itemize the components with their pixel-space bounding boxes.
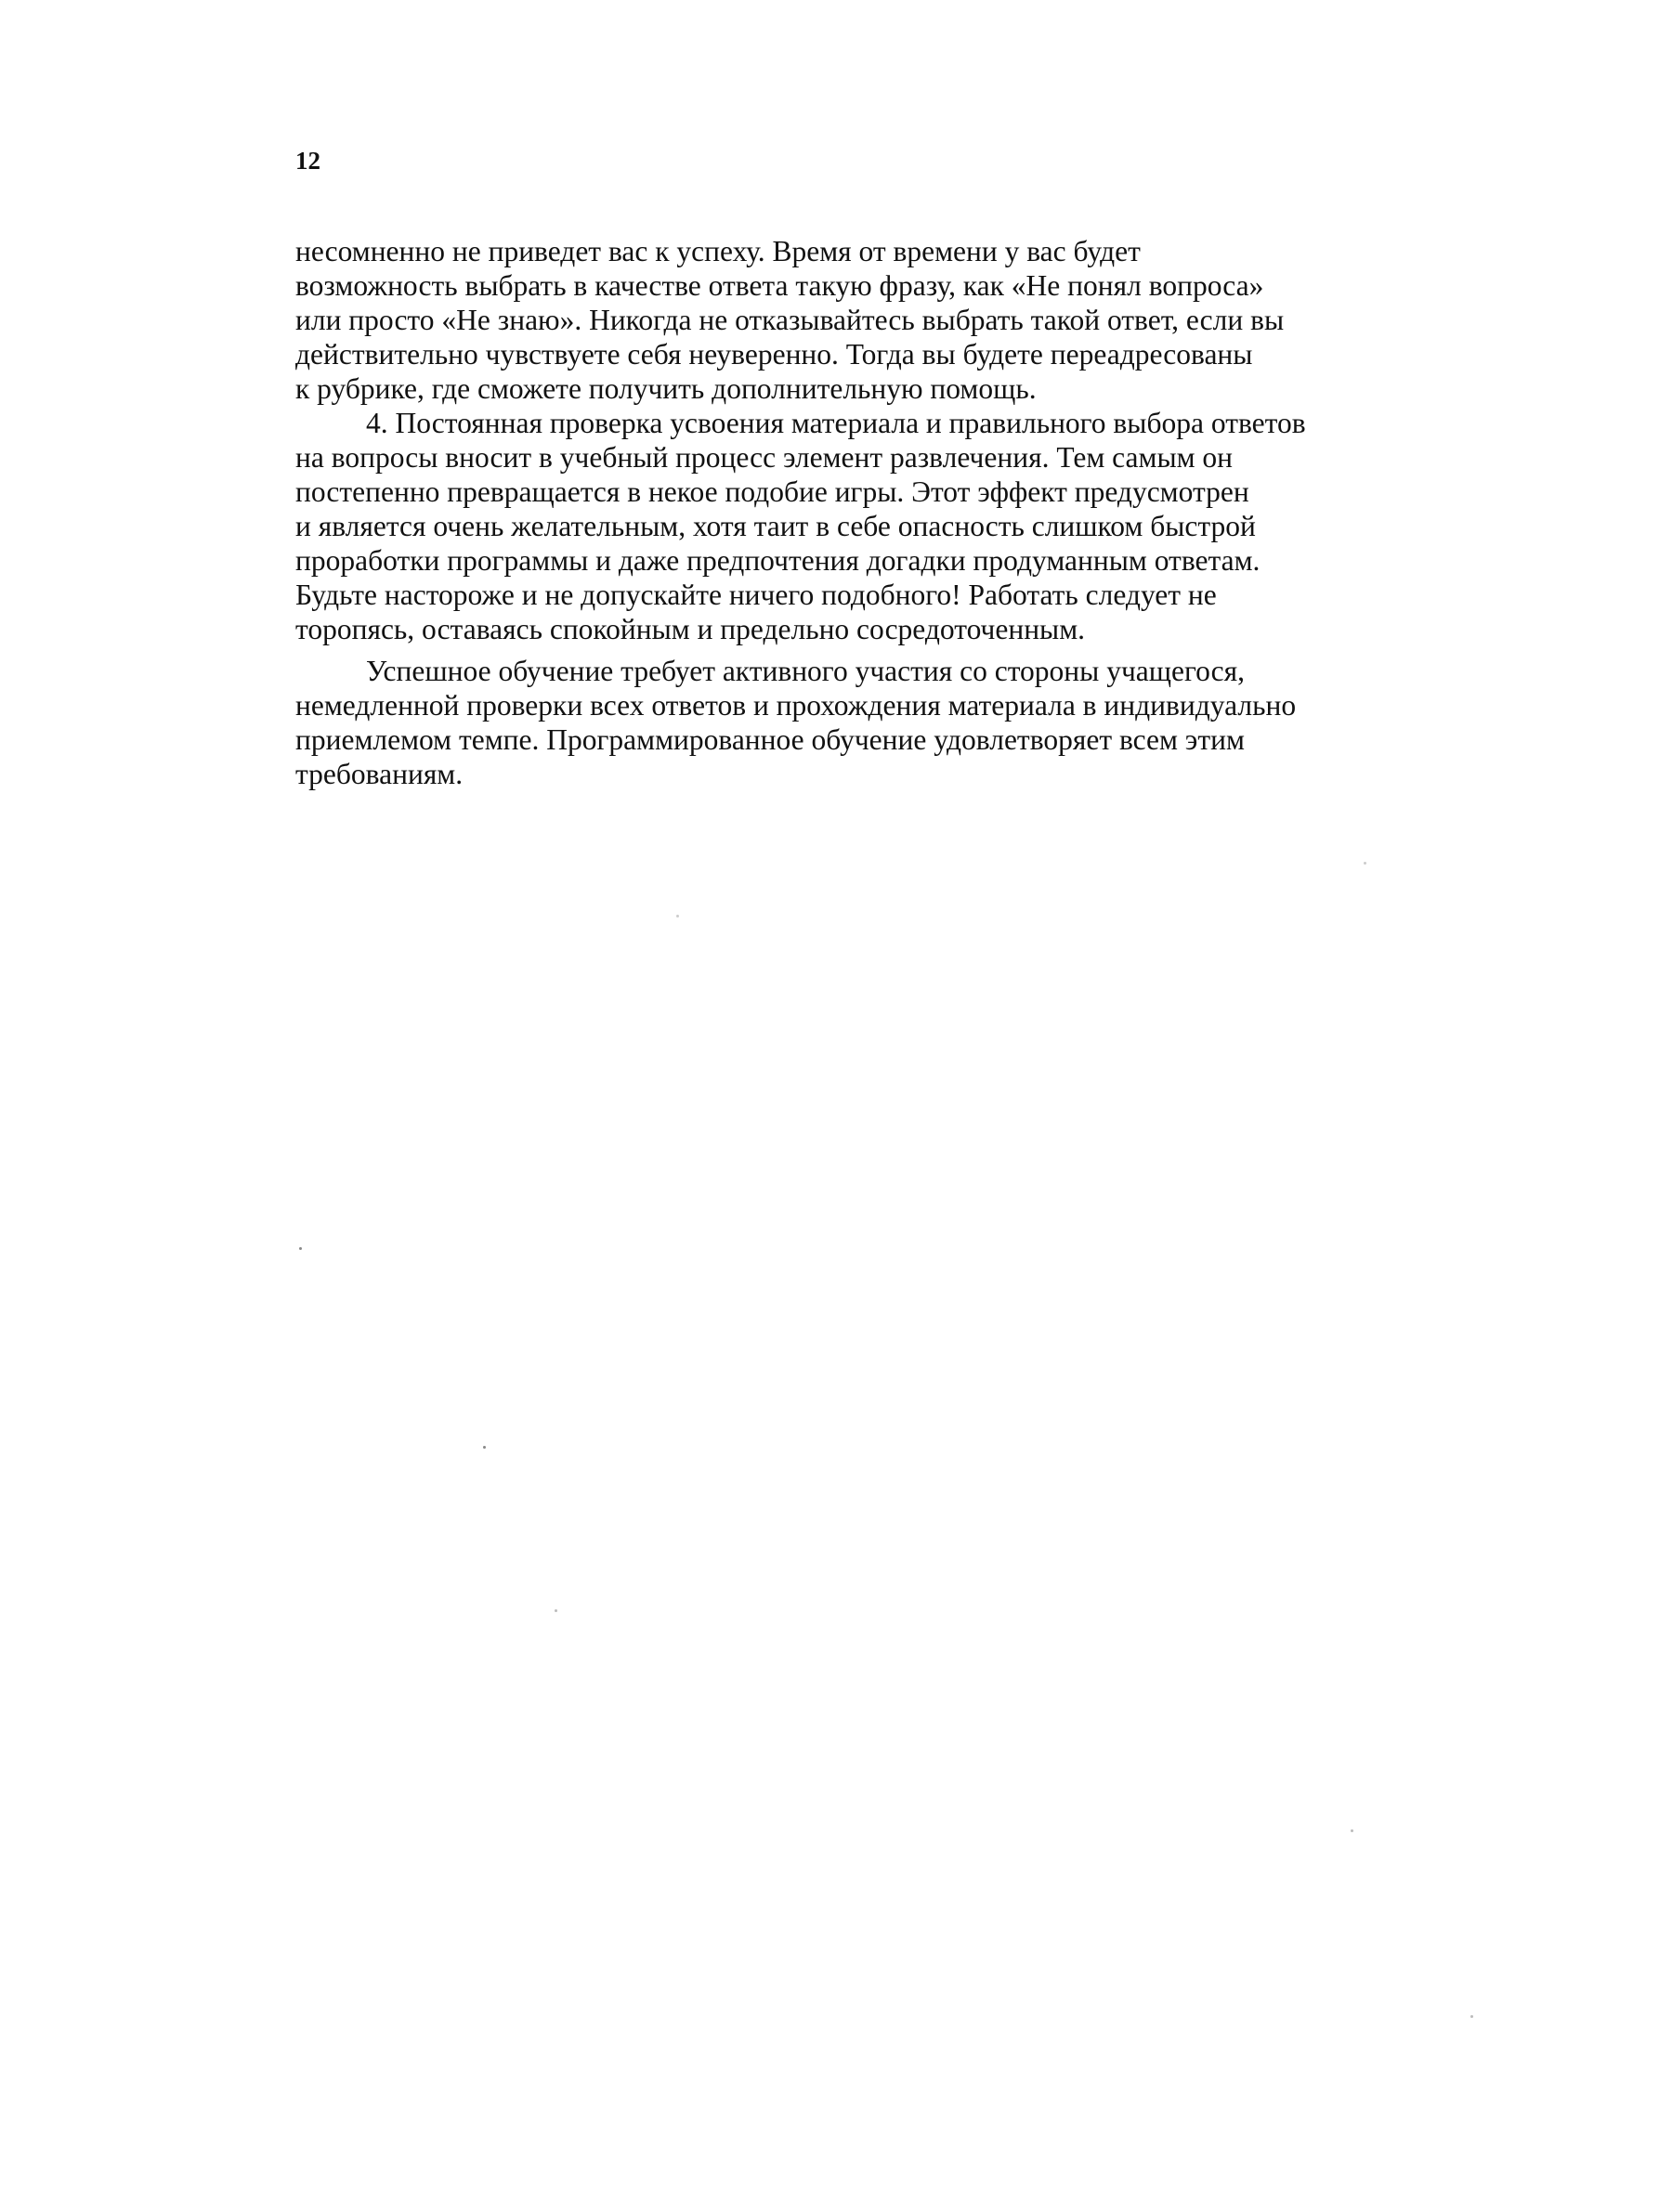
text-line: торопясь, оставаясь спокойным и предельно сосредоточенным.	[295, 613, 1086, 645]
text-line: проработки программы и даже предпочтения догадки продуманным ответам.	[295, 544, 1261, 577]
body-text	[295, 234, 1494, 791]
text-line: и является очень желательным, хотя таит в себе опасность слишком быстрой	[295, 510, 1256, 542]
text-line: возможность выбрать в качестве ответа такую фразу, как «Не понял вопроса»	[295, 269, 1264, 302]
text-line: Успешное обучение требует активного участия со стороны учащегося,	[366, 655, 1246, 687]
text-line: постепенно превращается в некое подобие игры. Этот эффект предусмотрен	[295, 475, 1249, 508]
text-line: несомненно не приведет вас к успеху. Время от времени у вас будет	[295, 235, 1141, 267]
scan-speck	[676, 915, 679, 917]
scan-speck	[1364, 862, 1366, 865]
scan-speck	[299, 1247, 302, 1250]
text-line: действительно чувствуете себя неуверенно. Тогда вы будете переадресованы	[295, 338, 1253, 371]
paragraph-1	[295, 234, 1494, 406]
text-line: требованиям.	[295, 758, 464, 790]
text-line: или просто «Не знаю». Никогда не отказывайтесь выбрать такой ответ, если вы	[295, 304, 1285, 336]
paragraph-2	[295, 406, 1494, 646]
scan-speck	[1470, 2015, 1473, 2018]
text-line: на вопросы вносит в учебный процесс элемент развлечения. Тем самым он	[295, 441, 1234, 474]
scan-speck	[555, 1609, 557, 1612]
scan-speck	[483, 1446, 486, 1449]
paragraph-3	[295, 654, 1494, 791]
page-number: 12	[295, 147, 320, 175]
text-line: немедленной проверки всех ответов и прохождения материала в индивидуально	[295, 689, 1297, 722]
text-line: 4. Постоянная проверка усвоения материала и правильного выбора ответов	[366, 407, 1306, 439]
text-line: Будьте настороже и не допускайте ничего подобного! Работать следует не	[295, 579, 1217, 611]
text-line: приемлемом темпе. Программированное обучение удовлетворяет всем этим	[295, 723, 1245, 756]
text-line: к рубрике, где сможете получить дополнительную помощь.	[295, 372, 1037, 405]
scan-speck	[1351, 1829, 1353, 1832]
